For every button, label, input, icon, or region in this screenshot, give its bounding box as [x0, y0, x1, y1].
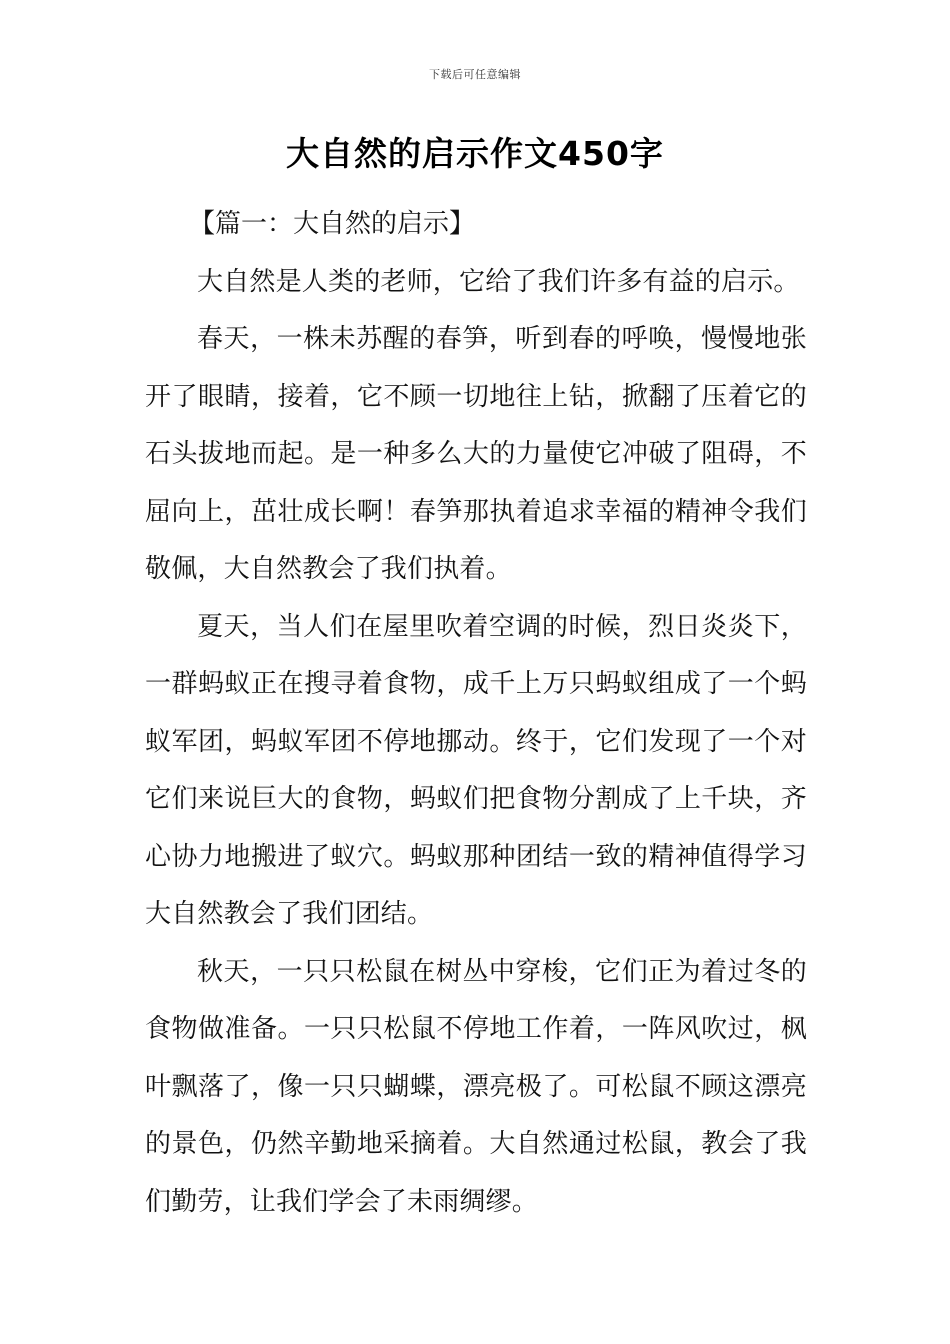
- header-note: 下载后可任意编辑: [429, 68, 521, 81]
- paragraph-spring: 春天，一株未苏醒的春笋，听到春的呼唤，慢慢地张开了眼睛，接着，它不顾一切地往上钻，掀翻了压着它的石头拔地而起。是一种多么大的力量使它冲破了阻碍，不屈向上，茁壮成长啊！春笋那执着追求幸福的精神令我们敬佩，大自然教会了我们执着。: [145, 324, 807, 584]
- paragraph-intro: 大自然是人类的老师，它给了我们许多有益的启示。: [197, 266, 800, 297]
- paragraph-summer: 夏天，当人们在屋里吹着空调的时候，烈日炎炎下，一群蚂蚁正在搜寻着食物，成千上万只蚂蚁组成了一个蚂蚁军团，蚂蚁军团不停地挪动。终于，它们发现了一个对它们来说巨大的食物，蚂蚁们把食物分割成了上千块，齐心协力地搬进了蚁穴。蚂蚁那种团结一致的精神值得学习大自然教会了我们团结。: [145, 611, 807, 929]
- document-title: 大自然的启示作文450字: [286, 134, 664, 173]
- document-body: [145, 196, 807, 1231]
- section-heading: 【篇一：大自然的启示】: [189, 209, 476, 239]
- paragraph-autumn: 秋天，一只只松鼠在树丛中穿梭，它们正为着过冬的食物做准备。一只只松鼠不停地工作着，一阵风吹过，枫叶飘落了，像一只只蝴蝶，漂亮极了。可松鼠不顾这漂亮的景色，仍然辛勤地采摘着。大自然通过松鼠，教会了我们勤劳，让我们学会了未雨绸缪。: [145, 956, 807, 1217]
